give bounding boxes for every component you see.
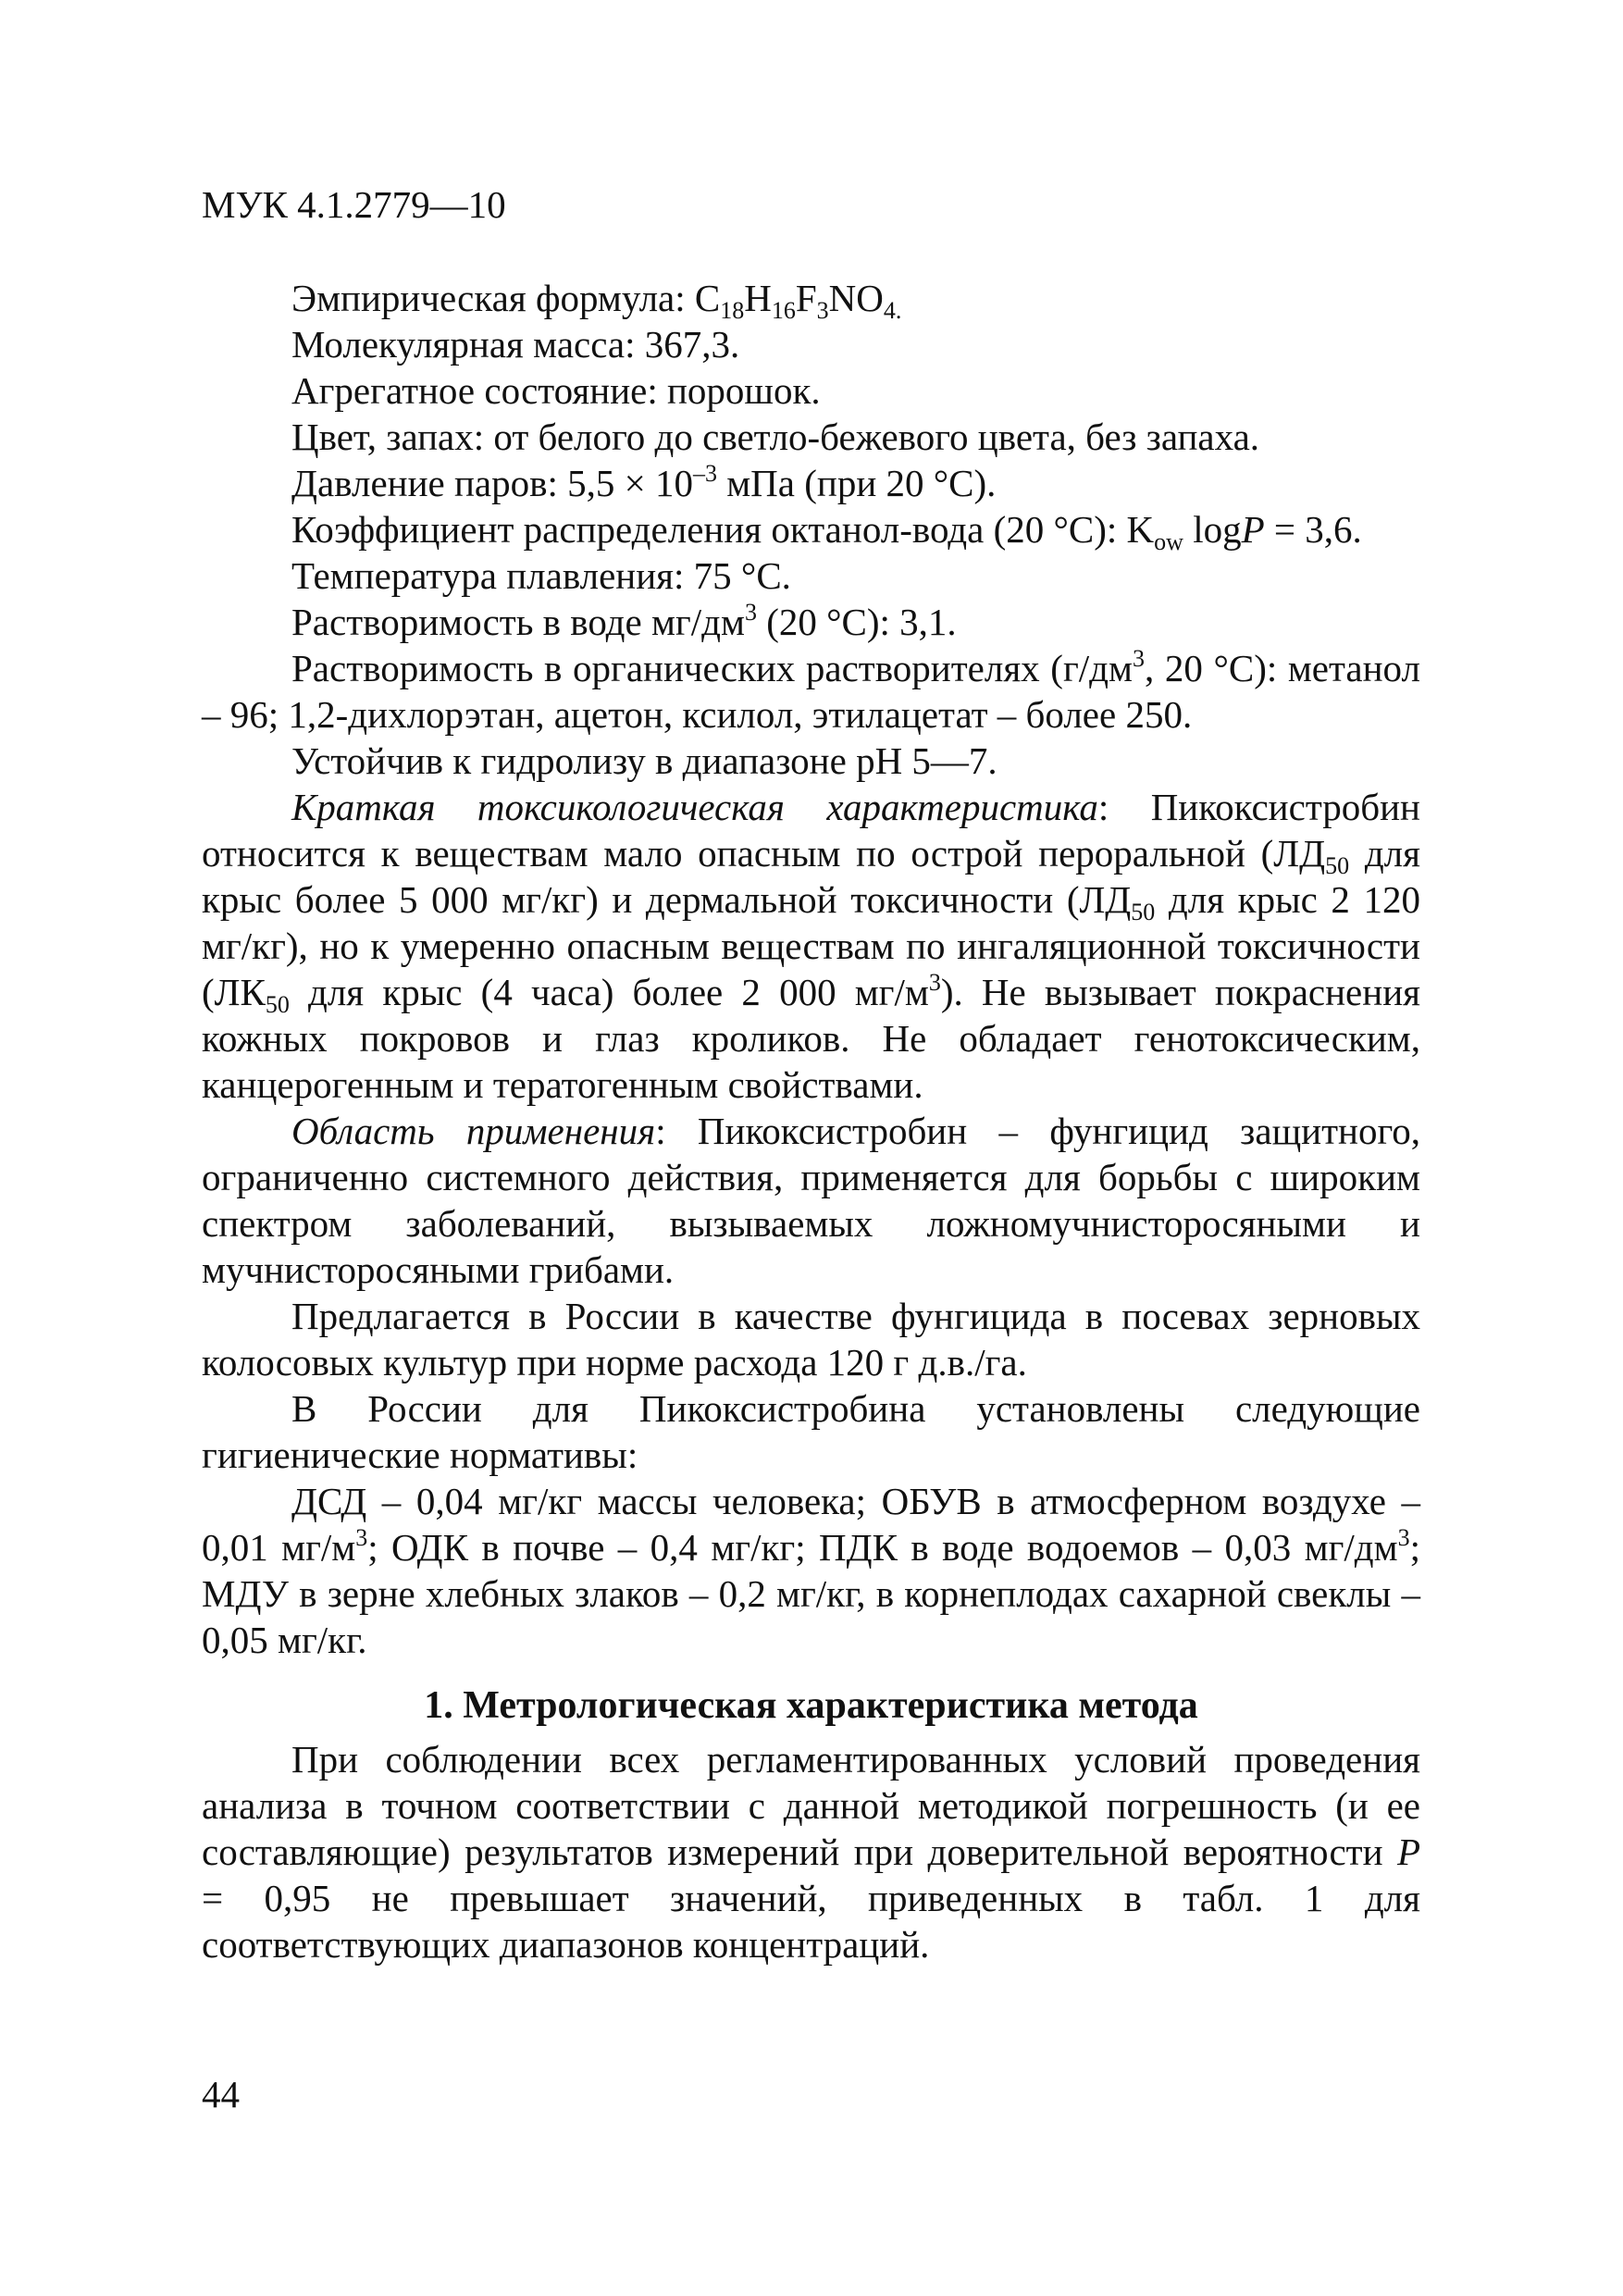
water-solubility-exponent: 3	[744, 599, 757, 626]
aggregate-state: Агрегатное состояние: порошок.	[291, 369, 821, 412]
partition-log: log	[1183, 508, 1242, 551]
toxicology-text-2: для крыс более 5 000 мг/кг) и дермальной токсичности (ЛД	[202, 832, 1420, 921]
partition-value: = 3,6.	[1264, 508, 1362, 551]
metrology-paragraph	[202, 1736, 1420, 1967]
organic-solubility-exponent: 3	[1132, 645, 1145, 672]
formula-f: F	[795, 277, 817, 319]
formula-f-count: 3	[816, 297, 829, 324]
document-code-header: МУК 4.1.2779—10	[202, 183, 506, 226]
water-solubility-text: Растворимость в воде мг/дм	[291, 601, 745, 643]
molecular-mass: Молекулярная масса: 367,3.	[291, 323, 740, 366]
norms-text-1: ДСД – 0,04 мг/кг массы человека; ОБУВ в атмосферном воздухе – 0,01 мг/м	[202, 1480, 1420, 1569]
toxicology-text-5: ). Не вызывает покраснения кожных покровов и глаз кроликов. Не обладает генотоксическим, канцерогенным и тератогенным свойствами.	[202, 971, 1420, 1106]
scope-text: : Пикоксистробин – фунгицид защитного, ограниченно системного действия, применяется для борьбы с широким спектром заболеваний, вызываемых ложномучнисторосяными и мучнисторосяными грибами.	[202, 1110, 1420, 1291]
organic-solubility-text: Растворимость в органических растворителях (г/дм	[291, 647, 1133, 689]
norms-exponent-2: 3	[1397, 1524, 1410, 1551]
page-number: 44	[202, 2073, 240, 2116]
document-body	[202, 275, 1420, 1967]
formula-h-count: 16	[771, 297, 796, 324]
toxicology-text-4: для крыс (4 часа) более 2 000 мг/м	[289, 971, 929, 1013]
norms-text-3: ; МДУ в зерне хлебных злаков – 0,2 мг/кг, в корнеплодах сахарной свеклы – 0,05 мг/кг.	[202, 1526, 1420, 1661]
formula-c: C	[694, 277, 721, 319]
partition-coefficient	[202, 506, 1420, 555]
color-odor: Цвет, запах: от белого до светло-бежевого цвета, без запаха.	[291, 416, 1260, 458]
ld50-subscript-1: 50	[1325, 852, 1350, 879]
organic-solubility-values: , 20 °С): метанол – 96; 1,2-дихлорэтан, ацетон, ксилол, этилацетат – более 250.	[202, 647, 1420, 736]
toxicology-text-1: : Пикоксистробин относится к веществам мало опасным по острой пероральной (ЛД	[202, 786, 1420, 875]
formula-o-count: 4.	[883, 297, 902, 324]
hydrolysis-stability: Устойчив к гидролизу в диапазоне рН 5—7.	[291, 739, 997, 782]
water-solubility-value: (20 °С): 3,1.	[756, 601, 957, 643]
scope-label: Область применения	[291, 1110, 656, 1152]
toxicology-text-3: для крыс 2 120 мг/кг), но к умеренно опасным веществам по ингаляционной токсичности (ЛК	[202, 878, 1421, 1013]
toxicology-exponent: 3	[928, 969, 941, 996]
formula-h: H	[744, 277, 772, 319]
toxicology-label: Краткая токсикологическая характеристика	[291, 786, 1098, 828]
metrology-text-2: = 0,95 не превышает значений, приведенных в табл. 1 для соответствующих диапазонов концентраций.	[202, 1877, 1420, 1966]
ld50-subscript-2: 50	[1131, 899, 1156, 925]
vapor-pressure-exponent: –3	[692, 460, 717, 487]
russia-usage-paragraph: Предлагается в России в качестве фунгицида в посевах зерновых колосовых культур при норме расхода 120 г д.в./га.	[202, 1295, 1420, 1384]
metrology-text-1: При соблюдении всех регламентированных условий проведения анализа в точном соответствии с данной методикой погрешность (и ее составляющие) результатов измерений при доверительной вероятности	[202, 1738, 1420, 1873]
lk50-subscript: 50	[265, 991, 290, 1018]
partition-p: P	[1241, 508, 1265, 551]
formula-line	[202, 275, 1420, 324]
norms-exponent-1: 3	[355, 1524, 368, 1551]
partition-subscript: ow	[1154, 528, 1183, 555]
vapor-pressure	[202, 460, 1420, 506]
hygiene-norms-intro: В России для Пикоксистробина установлены следующие гигиенические нормативы:	[202, 1387, 1420, 1476]
organic-solubility	[202, 645, 1420, 738]
formula-no: NO	[828, 277, 884, 319]
water-solubility	[202, 599, 1420, 645]
vapor-pressure-unit: мПа (при 20 °С).	[716, 462, 997, 504]
partition-text: Коэффициент распределения октанол-вода (20 °С): K	[291, 508, 1155, 551]
hygiene-norms-paragraph	[202, 1478, 1420, 1663]
norms-text-2: ; ОДК в почве – 0,4 мг/кг; ПДК в воде водоемов – 0,03 мг/дм	[367, 1526, 1398, 1569]
toxicology-paragraph	[202, 784, 1420, 1108]
vapor-pressure-text: Давление паров: 5,5 × 10	[291, 462, 693, 504]
formula-c-count: 18	[720, 297, 745, 324]
formula-label: Эмпирическая формула:	[291, 277, 695, 319]
section-title: 1. Метрологическая характеристика метода	[424, 1684, 1198, 1727]
scope-paragraph	[202, 1108, 1420, 1293]
metrology-probability-symbol: Р	[1396, 1831, 1420, 1873]
melting-point: Температура плавления: 75 °С.	[291, 554, 791, 597]
